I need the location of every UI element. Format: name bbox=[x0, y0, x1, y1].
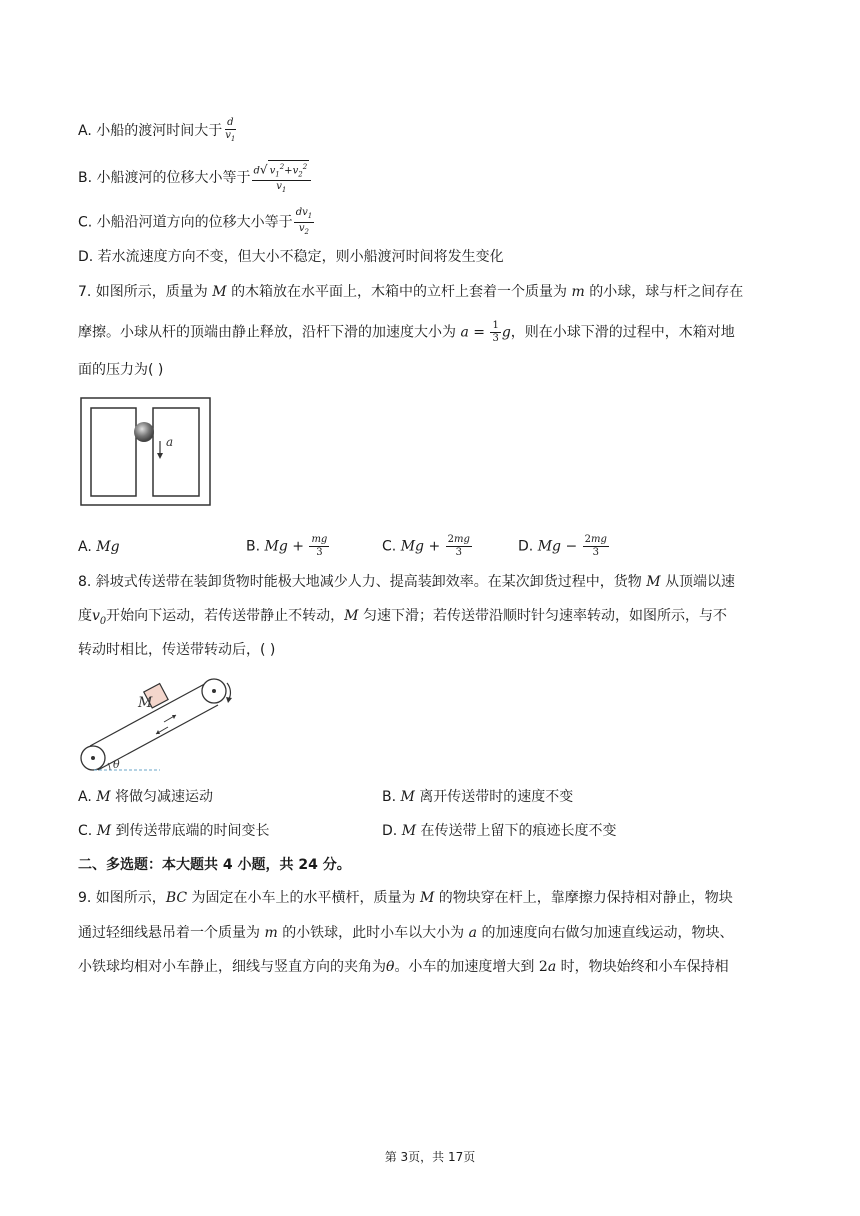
left-panel bbox=[91, 408, 136, 496]
q9-text: 的小铁球，此时小车以大小为 bbox=[282, 925, 465, 941]
acceleration-arrowhead bbox=[157, 453, 163, 459]
q7-line-3: 面的压力为( ) bbox=[78, 362, 164, 378]
q8-conveyor-figure bbox=[76, 675, 246, 775]
q7-option-b: B. Mg + $\frac{mg}{3}$ bbox=[246, 534, 328, 558]
q7-line-2: 摩擦。小球从杆的顶端由静止释放，沿杆下滑的加速度大小为 a = $\frac{1}{3}$ g，则在小球下滑的过程中，木箱对地 bbox=[78, 320, 735, 344]
section-heading: 二、多选题：本大题共 4 小题，共 24 分。 bbox=[78, 857, 351, 873]
q9-text: 的加速度向右做匀加速直线运动，物块、 bbox=[481, 925, 734, 941]
q7-text: 的小球，球与杆之间存在 bbox=[589, 284, 744, 300]
q6-option-c bbox=[78, 207, 315, 238]
q9-text: 为固定在小车上的水平横杆，质量为 bbox=[191, 890, 416, 906]
q9-line-1: 9. 如图所示，BC 为固定在小车上的水平横杆，质量为 M 的物块穿在杆上，靠摩擦力保持相对静止，物块 bbox=[78, 890, 733, 906]
q8-option-text: 在传送带上留下的痕迹长度不变 bbox=[420, 823, 617, 839]
q7-option-d: D. Mg − $\frac{2mg}{3}$ bbox=[518, 534, 607, 558]
q9-line-3: 小铁球均相对小车静止，细线与竖直方向的夹角为θ。小车的加速度增大到 2a 时，物块始终和小车保持相 bbox=[78, 959, 729, 975]
option-letter: D. bbox=[518, 538, 534, 555]
q8-option-text: 将做匀减速运动 bbox=[115, 789, 214, 805]
q8-text: 度 bbox=[78, 608, 92, 624]
rotation-arrowhead bbox=[226, 697, 232, 703]
q8-option-d: D. M 在传送带上留下的痕迹长度不变 bbox=[382, 823, 617, 839]
q6-option-b-text: B. 小船渡河的位移大小等于 bbox=[78, 170, 251, 187]
rotation-arrow bbox=[227, 683, 230, 699]
q9-text: 的物块穿在杆上，靠摩擦力保持相对静止，物块 bbox=[438, 890, 733, 906]
q7-text: ，则在小球下滑的过程中，木箱对地 bbox=[510, 324, 735, 341]
q8-option-text: 离开传送带时的速度不变 bbox=[419, 789, 574, 805]
angle-label: θ bbox=[113, 758, 120, 771]
q9-text: 小铁球均相对小车静止，细线与竖直方向的夹角为 bbox=[78, 959, 386, 975]
q9-line-2: 通过轻细线悬吊着一个质量为 m 的小铁球，此时小车以大小为 a 的加速度向右做匀加速直线运动，物块、 bbox=[78, 925, 734, 941]
fraction-displacement: $\frac{d√ v_1^2+v_2^2}{v_1}$ bbox=[252, 160, 312, 196]
q6-option-c-text: C. 小船沿河道方向的位移大小等于 bbox=[78, 214, 293, 231]
q8-text: 匀速下滑；若传送带沿顺时针匀速率转动，如图所示，与不 bbox=[362, 608, 727, 624]
acceleration-label: a bbox=[166, 435, 174, 449]
fraction-d-over-v1: $\frac{d}{v_1}$ bbox=[225, 117, 236, 143]
q8-text: 8. 斜坡式传送带在装卸货物时能极大地减少人力、提高装卸效率。在某次卸货过程中，货物 bbox=[78, 574, 642, 590]
q8-line-3: 转动时相比，传送带转动后，( ) bbox=[78, 642, 276, 658]
bottom-roller-axle bbox=[91, 756, 95, 760]
q6-option-a-text: A. 小船的渡河时间大于 bbox=[78, 123, 223, 139]
q9-text: 时，物块始终和小车保持相 bbox=[560, 959, 729, 975]
q6-option-b bbox=[78, 160, 312, 196]
q8-option-a: A. M 将做匀减速运动 bbox=[78, 789, 214, 805]
top-roller-axle bbox=[212, 689, 216, 693]
q6-option-a bbox=[78, 117, 238, 145]
option-letter: C. bbox=[382, 538, 397, 555]
q7-box-figure bbox=[80, 397, 212, 507]
q7-text: 摩擦。小球从杆的顶端由静止释放，沿杆下滑的加速度大小为 bbox=[78, 324, 456, 341]
q8-line-2: 度$v_0$开始向下运动，若传送带静止不转动，M 匀速下滑；若传送带沿顺时针匀速率转动，如图所示，与不 bbox=[78, 608, 727, 627]
q7-text: 的木箱放在水平面上，木箱中的立杆上套着一个质量为 bbox=[231, 284, 568, 300]
page-footer: 第 3页，共 17页 bbox=[384, 1150, 476, 1164]
q7-line-1: 7. 如图所示，质量为 M 的木箱放在水平面上，木箱中的立杆上套着一个质量为 m 的小球，球与杆之间存在 bbox=[78, 284, 744, 300]
option-letter: B. bbox=[246, 538, 261, 555]
q7-option-a: A. Mg bbox=[78, 539, 120, 555]
q8-option-b: B. M 离开传送带时的速度不变 bbox=[382, 789, 574, 805]
q9-text: 通过轻细线悬吊着一个质量为 bbox=[78, 925, 260, 941]
cargo-label: M bbox=[138, 695, 153, 711]
q8-option-text: 到传送带底端的时间变长 bbox=[115, 823, 270, 839]
q7-text: 7. 如图所示，质量为 bbox=[78, 284, 208, 300]
q8-line-1: 8. 斜坡式传送带在装卸货物时能极大地减少人力、提高装卸效率。在某次卸货过程中，货物 M 从顶端以速 bbox=[78, 574, 736, 590]
q8-text: 从顶端以速 bbox=[665, 574, 736, 590]
q8-option-c: C. M 到传送带底端的时间变长 bbox=[78, 823, 270, 839]
q6-option-d: D. 若水流速度方向不变，但大小不稳定，则小船渡河时间将发生变化 bbox=[78, 249, 504, 265]
outer-box bbox=[81, 398, 210, 505]
ball bbox=[134, 422, 154, 442]
q9-text: 。小车的加速度增大到 bbox=[394, 959, 535, 975]
q9-text: 9. 如图所示， bbox=[78, 890, 166, 906]
fraction-dv1-over-v2: $\frac{dv_1}{v_2}$ bbox=[295, 207, 313, 236]
q8-text: 开始向下运动，若传送带静止不转动， bbox=[106, 608, 345, 624]
q7-option-c: C. Mg + $\frac{2mg}{3}$ bbox=[382, 534, 470, 558]
option-letter: A. bbox=[78, 539, 92, 555]
